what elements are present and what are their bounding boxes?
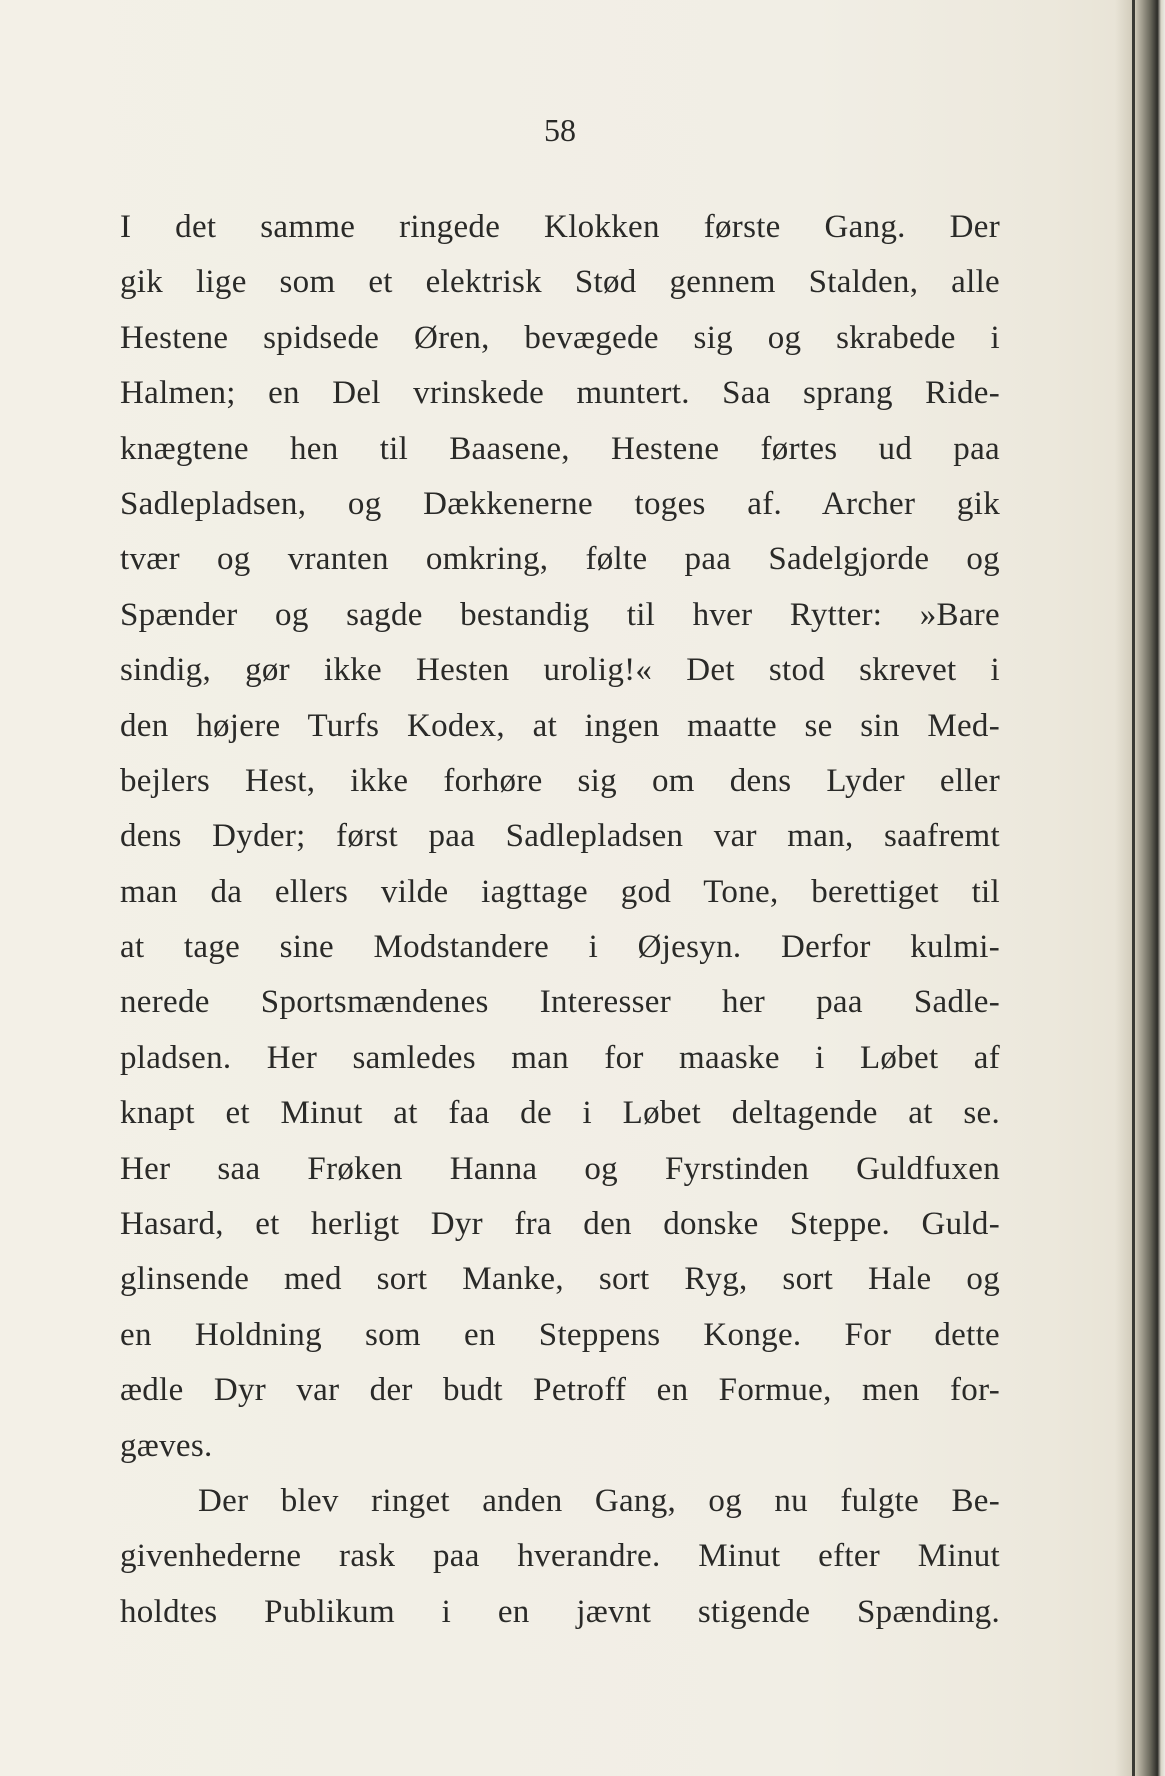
text-line: sindig, gør ikke Hesten urolig!« Det stod skrevet i bbox=[120, 652, 1000, 689]
text-line: Der blev ringet anden Gang, og nu fulgte Be- bbox=[198, 1482, 1000, 1519]
text-line: holdtes Publikum i en jævnt stigende Spænding. bbox=[120, 1593, 1000, 1630]
text-line: Hasard, et herligt Dyr fra den donske Steppe. Guld- bbox=[120, 1206, 1000, 1243]
page-number: 58 bbox=[544, 112, 576, 148]
text-line: givenhederne rask paa hverandre. Minut efter Minut bbox=[120, 1538, 1000, 1575]
text-line: gæves. bbox=[120, 1427, 213, 1464]
page-gutter-shadow bbox=[1115, 0, 1165, 1776]
text-line: gik lige som et elektrisk Stød gennem Stalden, alle bbox=[120, 264, 1000, 301]
text-line: pladsen. Her samledes man for maaske i Løbet af bbox=[120, 1039, 1000, 1076]
body-text bbox=[120, 200, 1000, 1640]
text-line: knapt et Minut at faa de i Løbet deltagende at se. bbox=[120, 1095, 1000, 1132]
text-line: Her saa Frøken Hanna og Fyrstinden Guldfuxen bbox=[120, 1150, 1000, 1187]
text-line: glinsende med sort Manke, sort Ryg, sort Hale og bbox=[120, 1261, 1000, 1298]
text-line: Sadlepladsen, og Dækkenerne toges af. Archer gik bbox=[120, 485, 1000, 522]
text-line: nerede Sportsmændenes Interesser her paa Sadle- bbox=[120, 984, 1000, 1021]
text-line: I det samme ringede Klokken første Gang. Der bbox=[120, 209, 1000, 245]
text-line: Spænder og sagde bestandig til hver Rytter: »Bare bbox=[120, 596, 1000, 633]
text-line: Halmen; en Del vrinskede muntert. Saa sprang Ride- bbox=[120, 375, 1000, 412]
page-edge-line bbox=[1132, 0, 1135, 1776]
text-line: den højere Turfs Kodex, at ingen maatte se sin Med- bbox=[120, 707, 1000, 744]
text-line: Hestene spidsede Øren, bevægede sig og skrabede i bbox=[120, 319, 1000, 356]
text-line: at tage sine Modstandere i Øjesyn. Derfor kulmi- bbox=[120, 929, 1000, 966]
text-line: man da ellers vilde iagttage god Tone, berettiget til bbox=[120, 873, 1000, 910]
text-line: dens Dyder; først paa Sadlepladsen var man, saafremt bbox=[120, 818, 1000, 855]
text-line: en Holdning som en Steppens Konge. For dette bbox=[120, 1316, 1000, 1353]
text-line: bejlers Hest, ikke forhøre sig om dens Lyder eller bbox=[120, 762, 1000, 799]
text-line: tvær og vranten omkring, følte paa Sadelgjorde og bbox=[120, 541, 1000, 578]
text-line: knægtene hen til Baasene, Hestene førtes ud paa bbox=[120, 430, 1000, 467]
text-line: ædle Dyr var der budt Petroff en Formue, men for- bbox=[120, 1372, 1000, 1409]
